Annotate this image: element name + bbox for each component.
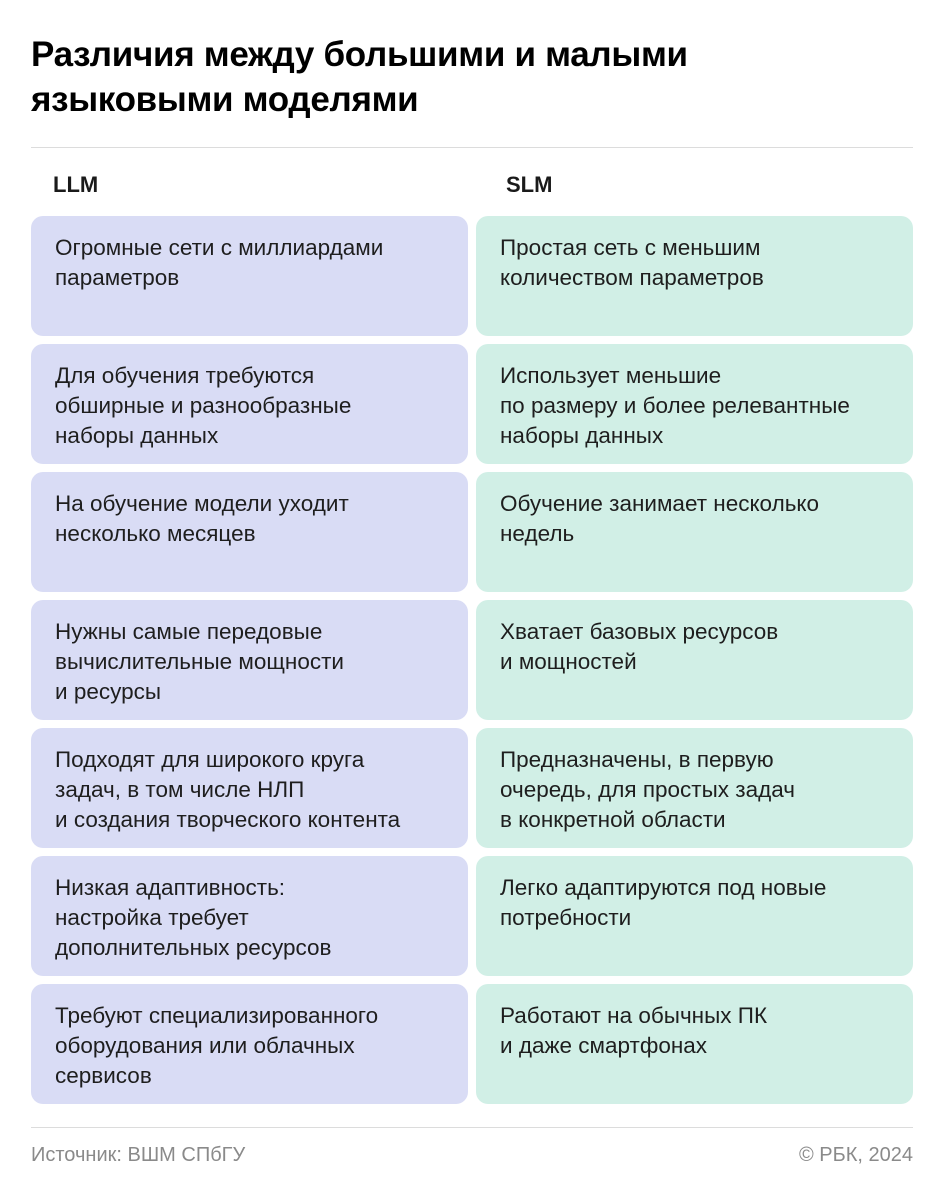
llm-cell-text-line: и создания творческого контента (55, 807, 401, 832)
llm-cell-text-line: дополнительных ресурсов (55, 935, 332, 960)
copyright-note: © РБК, 2024 (798, 1144, 913, 1166)
llm-cell-text-line: Нужны самые передовые (55, 619, 323, 644)
slm-cell (476, 856, 913, 976)
slm-cell (476, 728, 913, 848)
slm-cell-text-line: Обучение занимает несколько (500, 491, 820, 516)
llm-cell-text-line: наборы данных (55, 423, 219, 448)
llm-cell-text-line: несколько месяцев (55, 521, 256, 546)
slm-cell-text-line: Работают на обычных ПК (500, 1003, 768, 1028)
llm-cell-text-line: Низкая адаптивность: (55, 875, 286, 900)
llm-cell-text-line: Требуют специализированного (55, 1003, 379, 1028)
llm-cell-text-line: оборудования или облачных (55, 1033, 355, 1058)
slm-cell-text-line: Легко адаптируются под новые (500, 875, 827, 900)
llm-cell (31, 600, 468, 720)
llm-cell (31, 728, 468, 848)
llm-cell-text-line: Подходят для широкого круга (55, 747, 365, 772)
title-line-2: языковыми моделями (31, 80, 419, 119)
llm-cell (31, 216, 468, 336)
slm-cell-text-line: недель (500, 521, 575, 546)
slm-cell-text-line: в конкретной области (500, 807, 726, 832)
column-header-slm: SLM (506, 172, 553, 197)
slm-cell-text-line: наборы данных (500, 423, 664, 448)
slm-cell (476, 344, 913, 464)
source-note: Источник: ВШМ СПбГУ (31, 1144, 246, 1166)
llm-cell-text-line: Огромные сети с миллиардами (55, 235, 384, 260)
title-line-1: Различия между большими и малыми (31, 35, 688, 74)
slm-cell-text-line: Хватает базовых ресурсов (500, 619, 779, 644)
llm-cell (31, 472, 468, 592)
slm-cell-text-line: Предназначены, в первую (500, 747, 774, 772)
page-title (31, 32, 891, 122)
llm-cell-text-line: и ресурсы (55, 679, 162, 704)
llm-cell-text-line: обширные и разнообразные (55, 393, 352, 418)
llm-cell-text-line: вычислительные мощности (55, 649, 344, 674)
slm-cell-text-line: Использует меньшие (500, 363, 722, 388)
llm-cell-text-line: параметров (55, 265, 180, 290)
llm-cell (31, 984, 468, 1104)
llm-cell-text-line: На обучение модели уходит (55, 491, 349, 516)
slm-cell (476, 216, 913, 336)
slm-cell-text-line: Простая сеть с меньшим (500, 235, 761, 260)
slm-cell-text-line: количеством параметров (500, 265, 764, 290)
top-divider (31, 147, 913, 148)
llm-cell-text-line: настройка требует (55, 905, 249, 930)
bottom-divider (31, 1127, 913, 1128)
slm-cell-text-line: и мощностей (500, 649, 637, 674)
llm-cell (31, 856, 468, 976)
slm-cell-text-line: потребности (500, 905, 632, 930)
slm-cell-text-line: очередь, для простых задач (500, 777, 795, 802)
slm-cell-text-line: и даже смартфонах (500, 1033, 708, 1058)
slm-cell-text-line: по размеру и более релевантные (500, 393, 850, 418)
llm-cell (31, 344, 468, 464)
slm-cell (476, 600, 913, 720)
comparison-table (31, 216, 913, 1104)
column-header-llm: LLM (53, 172, 99, 197)
slm-cell (476, 472, 913, 592)
llm-cell-text-line: задач, в том числе НЛП (55, 777, 305, 802)
llm-cell-text-line: сервисов (55, 1063, 152, 1088)
llm-cell-text-line: Для обучения требуются (55, 363, 315, 388)
slm-cell (476, 984, 913, 1104)
